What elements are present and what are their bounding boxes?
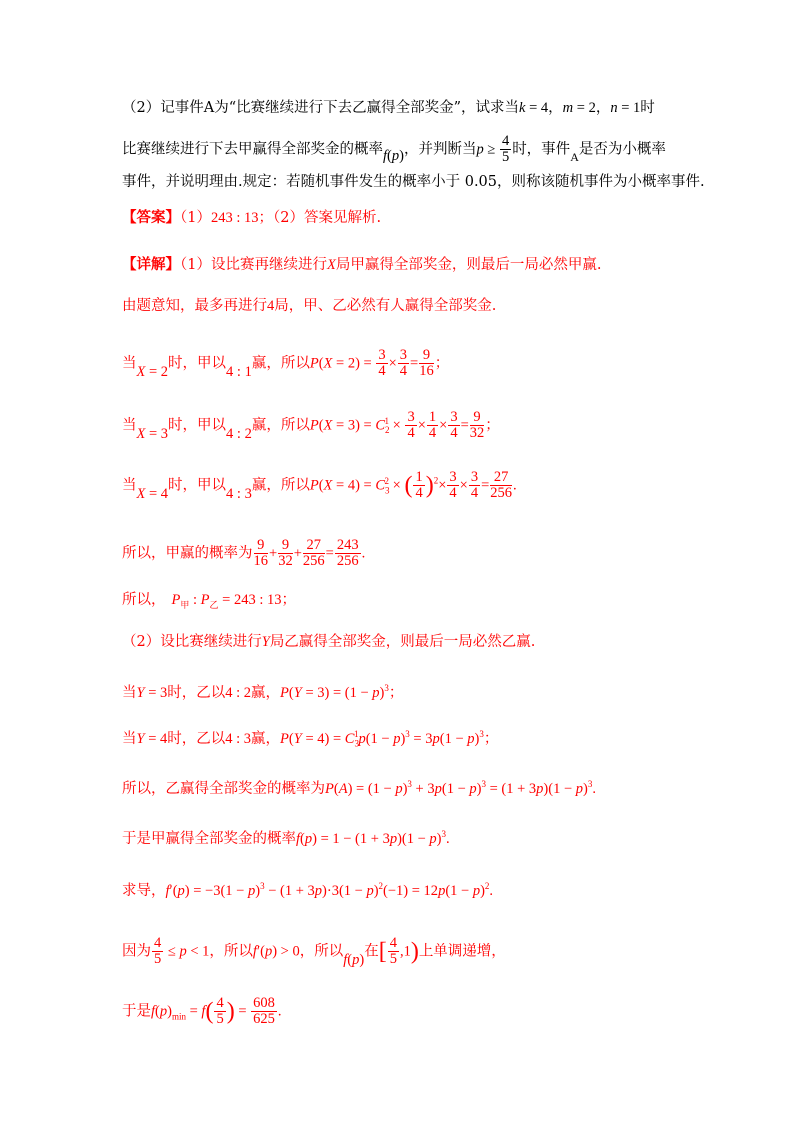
case-y-4: 当Y = 4时，乙以4 : 3赢，$P(Y = 4) = C_3^1p(1 - p)^3 = 3p(1 - p)^3$； — [122, 729, 499, 749]
case-y-3: 当Y = 3时，乙以4 : 2赢，$P(Y = 3) = (1 - p)^3$； — [122, 683, 404, 701]
detail-line2: 由题意知，最多再进行4局，甲、乙必然有人赢得全部奖金. — [122, 298, 497, 314]
question-part2-line2: 比赛继续进行下去甲赢得全部奖金的概率f(p)，并判断当p ≥ $\frac{4}{5}$ 时，事件$_A$是否为小概率 — [122, 133, 666, 165]
question-part2-line1: （2）记事件A为“比赛继续进行下去乙赢得全部奖金”，试求当k = 4，m = 2，n = 1时 — [122, 100, 655, 116]
ratio-line: 所以， $P_甲$ : $P_乙 = 243$ : 13； — [122, 592, 296, 611]
f-of-p: 于是甲赢得全部奖金的概率$f(p) = 1 - (1 + 3p)(1 - p)^3$. — [122, 829, 450, 847]
monotone-line: 因为 $\frac{4}{5}$ ≤ p < 1，所以f′(p) > 0，所以f(p)在[ $\frac{4}{5}$ ,1)上单调递增， — [122, 935, 506, 968]
answer-line: 【答案】（1）243 : 13；（2）答案见解析. — [122, 209, 382, 226]
minimum-line: 于是$f(p)_{min} = f$( $\frac{4}{5}$ ) = $\frac{608}{625}$ . — [122, 995, 282, 1027]
part2-intro: （2）设比赛继续进行Y局乙赢得全部奖金，则最后一局必然乙赢. — [122, 634, 536, 650]
derivative-line: 求导，$f'(p) = -3(1 - p)^3 - (1 + 3p)\cdot 3(1 - p)^2(-1) = 12p(1 - p)^2$. — [122, 881, 494, 899]
case-x-4: 当X = 4时，甲以4 : 3赢，所以$P(X = 4) = C_3^2$ × ( $\frac{1}{4}$ )$^2$× $\frac{3}{4}$ × $\frac{3}{4}$ = $\frac{27}{256}$ . — [122, 469, 517, 502]
case-x-3: 当X = 3时，甲以4 : 2赢，所以$P(X = 3) = C_2^1$ × $\frac{3}{4}$ × $\frac{1}{4}$ × $\frac{3}{4}$ = $\frac{9}{32}$ ； — [122, 409, 500, 442]
sum-probability: 所以，甲赢的概率为 $\frac{9}{16}$ + $\frac{9}{32}$ + $\frac{27}{256}$ = $\frac{243}{256}$ . — [122, 537, 366, 569]
probability-a: 所以，乙赢得全部奖金的概率为$P(A) = (1 - p)^3 + 3p(1 - p)^3 = (1 + 3p)(1 - p)^3$. — [122, 779, 596, 797]
detail-intro: 【详解】（1）设比赛再继续进行X局甲赢得全部奖金，则最后一局必然甲赢. — [122, 256, 602, 273]
question-part2-line3: 事件，并说明理由.规定：若随机事件发生的概率小于 0.05，则称该随机事件为小概率事件. — [122, 174, 705, 190]
case-x-2: 当X = 2时，甲以4 : 1赢，所以P(X = 2) = $\frac{3}{4}$ × $\frac{3}{4}$ = $\frac{9}{16}$ ； — [122, 347, 450, 380]
